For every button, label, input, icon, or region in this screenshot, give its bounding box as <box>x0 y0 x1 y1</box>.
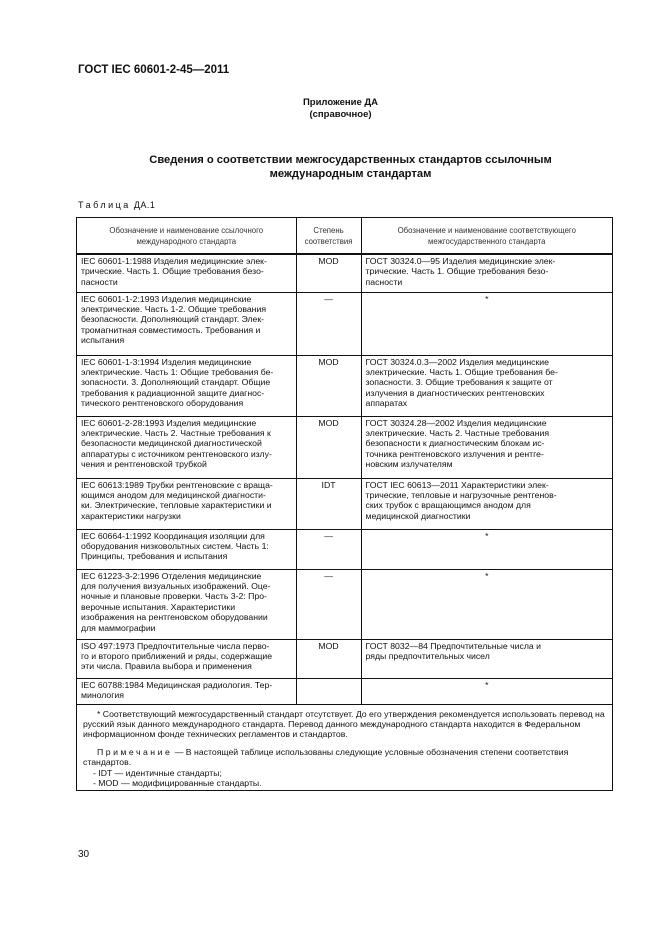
table-row <box>77 639 613 678</box>
intl-standard-cell: IEC 60601-2-28:1993 Изделия медицинские электрические. Часть 2. Частные требования к безопасности медицинской диагностической аппаратуры с источником рентгеновского излу- чения и рентгеновской трубкой <box>77 416 297 478</box>
column-header-gost: Обозначение и наименование соответствующего межгосударственного стандарта <box>361 218 612 255</box>
annex-subtitle: (справочное) <box>309 109 372 120</box>
intl-standard-cell: IEC 60613:1989 Трубки рентгеновские с враща- ющимся анодом для медицинской диагности- ки. Электрические, тепловые характеристики и характеристики нагрузки <box>77 478 297 529</box>
degree-cell: MOD <box>296 416 361 478</box>
gost-standard-cell: ГОСТ 30324.0.3—2002 Изделия медицинские электрические. Часть 1. Общие требования бе- зопасности. 3. Общие требования к защите от излучения в диагностических рентгеновских аппаратах <box>361 355 612 416</box>
degree-cell: — <box>296 292 361 355</box>
degree-cell: — <box>296 569 361 639</box>
intl-standard-cell: IEC 60601-1-2:1993 Изделия медицинские электрические. Часть 1-2. Общие требования безопасности. Дополняющий стандарт. Элек- тромагнитная совместимость. Требования и испытания <box>77 292 297 355</box>
table-row <box>77 678 613 704</box>
degree-cell: IDT <box>296 478 361 529</box>
gost-standard-cell: * <box>361 569 612 639</box>
note-item-idt: - IDT — идентичные стандарты; <box>93 767 222 778</box>
gost-standard-cell: * <box>361 678 612 704</box>
degree-cell: MOD <box>296 355 361 416</box>
table-label-word: Таблица <box>78 200 131 210</box>
note-item-mod: - MOD — модифицированные стандарты. <box>93 777 262 788</box>
gost-standard-cell: ГОСТ 30324.0—95 Изделия медицинские элек- трические. Часть 1. Общие требования безо- пасности <box>361 254 612 292</box>
table-row <box>77 254 613 292</box>
footnote: * Соответствующий межгосударственный стандарт отсутствует. До его утверждения рекомендуется использовать перевод на русский язык данного международного стандарта. Перевод данного международного стандарта находится в Федеральном информационном фонде технических регламентов и стандартов. <box>83 708 605 740</box>
table-row <box>77 416 613 478</box>
table-row <box>77 478 613 529</box>
document-id: ГОСТ IEC 60601-2-45—2011 <box>78 64 230 76</box>
intl-standard-cell: IEC 60664-1:1992 Координация изоляции для оборудования низковольтных систем. Часть 1: Принципы, требования и испытания <box>77 529 297 569</box>
table-row <box>77 529 613 569</box>
degree-cell <box>296 678 361 704</box>
note-text: — В настоящей таблице использованы следующие условные обозначения степени соответствия стандартов. <box>83 746 569 768</box>
intl-standard-cell: IEC 60601-1:1988 Изделия медицинские элек- трические. Часть 1. Общие требования безо- пасности <box>77 254 297 292</box>
intl-standard-cell: IEC 60601-1-3:1994 Изделия медицинские электрические. Часть 1: Общие требования бе- зопасности. 3. Дополняющий стандарт. Общие требования к радиационной защите диагнос- тического рентгеновского оборудования <box>77 355 297 416</box>
table-footer-row <box>77 704 613 791</box>
intl-standard-cell: IEC 61223-3-2:1996 Отделения медицинские для получения визуальных изображений. Оце- ночные и плановые проверки. Часть 3-2: Про- верочные испытания. Характеристики изображения на рентгеновском оборудовании для маммографии <box>77 569 297 639</box>
table-row <box>77 355 613 416</box>
section-title: Сведения о соответствии межгосударственных стандартов ссылочным международным стандартам <box>149 154 552 180</box>
gost-standard-cell: * <box>361 292 612 355</box>
note <box>83 747 606 768</box>
gost-standard-cell: ГОСТ 8032—84 Предпочтительные числа и ряды предпочтительных чисел <box>361 639 612 678</box>
annex-title: Приложение ДА <box>302 97 379 108</box>
table-row <box>77 569 613 639</box>
degree-cell: MOD <box>296 254 361 292</box>
table-row <box>77 292 613 355</box>
page-number: 30 <box>78 849 90 860</box>
column-header-degree: Степень соответствия <box>296 218 361 255</box>
table-header-row <box>77 218 613 255</box>
gost-standard-cell: ГОСТ 30324.28—2002 Изделия медицинские электрические. Часть 2. Частные требования безопасности к диагностическим блокам ис- точника рентгеновского излучения и рентге- новским излучателям <box>361 416 612 478</box>
degree-cell: MOD <box>296 639 361 678</box>
gost-standard-cell: ГОСТ IEC 60613—2011 Характеристики элек- трические, тепловые и нагрузочные рентгенов- ских трубок с вращающимся анодом для медицинской диагностики <box>361 478 612 529</box>
intl-standard-cell: ISO 497:1973 Предпочтительные числа перво- го и второго приближений и ряды, содержащие эти числа. Правила выбора и применения <box>77 639 297 678</box>
column-header-intl: Обозначение и наименование ссылочного международного стандарта <box>77 218 297 255</box>
annex-heading <box>0 97 661 121</box>
note-label: Примечание <box>97 746 173 757</box>
table-label <box>78 200 155 210</box>
table-label-id: ДА.1 <box>133 200 156 210</box>
degree-cell: — <box>296 529 361 569</box>
correspondence-table <box>76 217 613 791</box>
intl-standard-cell: IEC 60788:1984 Медицинская радиология. Тер- минология <box>77 678 297 704</box>
gost-standard-cell: * <box>361 529 612 569</box>
table-notes <box>77 704 613 791</box>
